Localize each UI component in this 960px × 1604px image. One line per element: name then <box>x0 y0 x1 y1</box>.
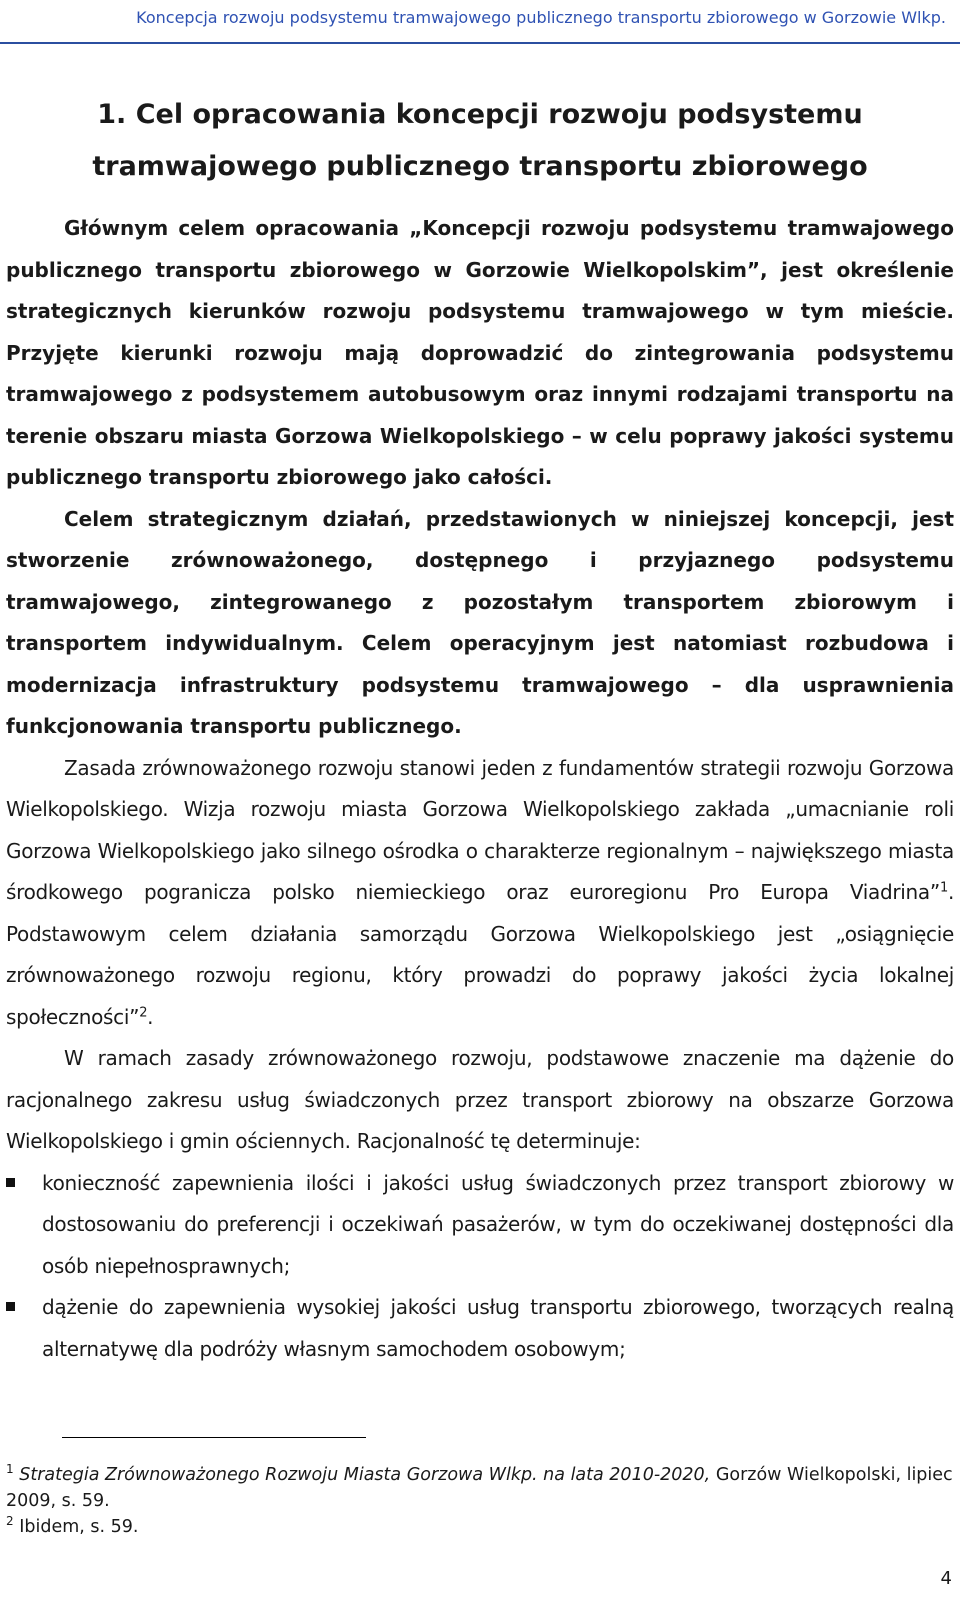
footnote-ref-2: 2 <box>139 1004 148 1020</box>
footnote-2-number: 2 <box>6 1514 14 1529</box>
section-title-line-1: 1. Cel opracowania koncepcji rozwoju podsystemu <box>97 99 863 130</box>
list-item-text: dążenie do zapewnienia wysokiej jakości usług transportu zbiorowego, tworzących realną alternatywę dla podróży własnym samochodem osobowym; <box>42 1295 954 1361</box>
section-title-line-2: tramwajowego publicznego transportu zbiorowego <box>92 151 868 182</box>
footnote-separator <box>62 1437 366 1438</box>
footnote-1-title: Strategia Zrównoważonego Rozwoju Miasta Gorzowa Wlkp. na lata 2010-2020, <box>19 1465 711 1485</box>
page-number: 4 <box>940 1568 952 1589</box>
footnote-2-text: Ibidem, s. 59. <box>13 1517 139 1537</box>
list-item-text: konieczność zapewnienia ilości i jakości usług świadczonych przez transport zbiorowy w dostosowaniu do preferencji i oczekiwań pasażerów, w tym do oczekiwanej dostępności dla osób niepełnosprawnych; <box>42 1170 954 1278</box>
footnote-1 <box>6 1462 954 1514</box>
list-item <box>6 1163 954 1288</box>
footnote-2 <box>6 1514 954 1540</box>
square-bullet-icon <box>6 1302 15 1311</box>
paragraph-strategic-goal: Celem strategicznym działań, przedstawionych w niniejszej koncepcji, jest stworzenie zrównoważonego, dostępnego i przyjaznego podsystemu tramwajowego, zintegrowanego z pozostałym transportem zbiorowym i transportem indywidualnym. Celem operacyjnym jest natomiast rozbudowa i modernizacja infrastruktury podsystemu tramwajowego – dla usprawnienia funkcjonowania transportu publicznego. <box>6 506 954 738</box>
header-title: Koncepcja rozwoju podsystemu tramwajowego publicznego transportu zbiorowego w Gorzowie Wlkp. <box>136 8 946 27</box>
footnote-1-number: 1 <box>6 1462 14 1477</box>
paragraph-goal: Głównym celem opracowania „Koncepcji rozwoju podsystemu tramwajowego publicznego transportu zbiorowego w Gorzowie Wielkopolskim”, jest określenie strategicznych kierunków rozwoju podsystemu tramwajowego w tym mieście. Przyjęte kierunki rozwoju mają doprowadzić do zintegrowania podsystemu tramwajowego z podsystemem autobusowym oraz innymi rodzajami transportu na terenie obszaru miasta Gorzowa Wielkopolskiego – w celu poprawy jakości systemu publicznego transportu zbiorowego jako całości. <box>6 216 954 489</box>
paragraph-sustainable-development <box>6 748 954 1039</box>
square-bullet-icon <box>6 1178 15 1187</box>
paragraph-text-c: . <box>147 1004 154 1029</box>
list-item <box>6 1287 954 1370</box>
main-content <box>6 208 954 1370</box>
paragraph-text-a: Zasada zrównoważonego rozwoju stanowi jeden z fundamentów strategii rozwoju Gorzowa Wielkopolskiego. Wizja rozwoju miasta Gorzowa Wielkopolskiego zakłada „umacnianie roli Gorzowa Wielkopolskiego jako silnego ośrodka o charakterze regionalnym – największego miasta środkowego pogranicza polsko niemieckiego oraz euroregionu Pro Europa Viadrina” <box>6 755 954 904</box>
footnote-1-details: Gorzów Wielkopolski, lipiec 2009, s. 59. <box>6 1465 953 1511</box>
footnotes <box>6 1462 954 1540</box>
page-header <box>0 4 960 44</box>
bullet-list <box>6 1163 954 1371</box>
paragraph-rationality: W ramach zasady zrównoważonego rozwoju, podstawowe znaczenie ma dążenie do racjonalnego zakresu usług świadczonych przez transport zbiorowy na obszarze Gorzowa Wielkopolskiego i gmin ościennych. Racjonalność tę determinuje: <box>6 1046 954 1153</box>
footnote-ref-1: 1 <box>939 880 948 896</box>
paragraph-text-b: . Podstawowym celem działania samorządu Gorzowa Wielkopolskiego jest „osiągnięcie zrównoważonego rozwoju regionu, który prowadzi do poprawy jakości życia lokalnej społeczności” <box>6 880 954 1029</box>
